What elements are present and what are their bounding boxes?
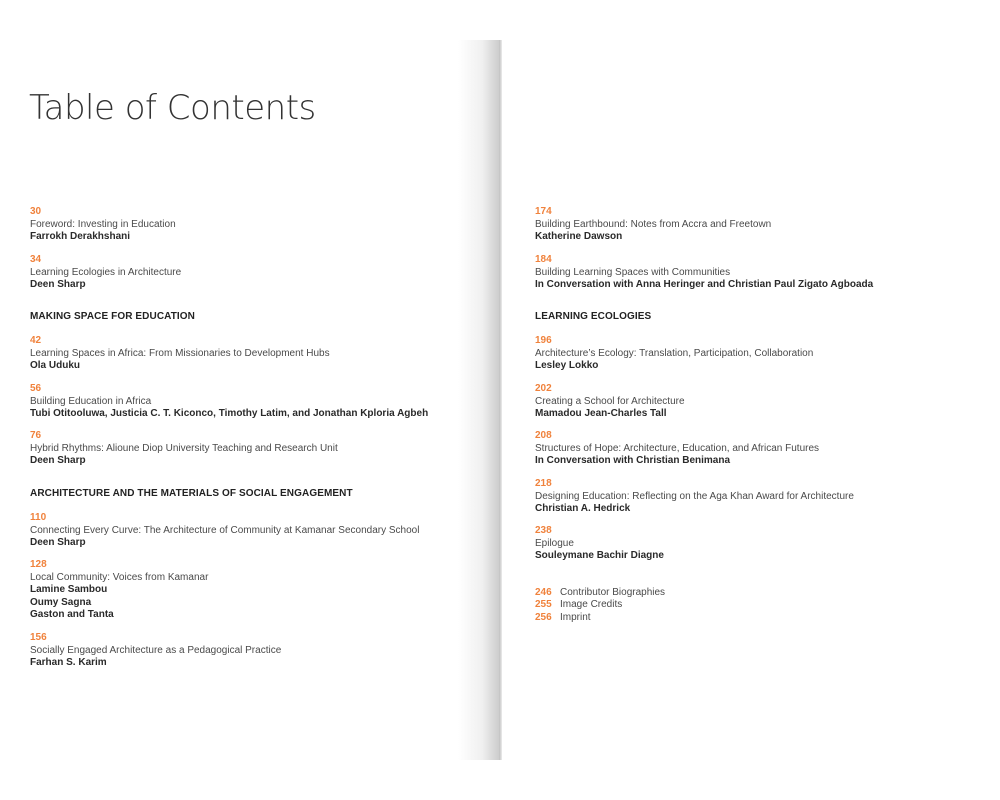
- entry-title: Learning Ecologies in Architecture: [30, 266, 182, 278]
- toc-entry: [30, 383, 470, 421]
- entry-page-number: 218: [535, 477, 552, 489]
- toc-entry: [535, 478, 975, 516]
- entry-title: Hybrid Rhythms: Alioune Diop University Teaching and Research Unit: [30, 443, 338, 454]
- entry-page-number: 208: [535, 430, 552, 441]
- entry-page-number: 128: [30, 559, 47, 570]
- toc-left-column: [30, 206, 470, 679]
- entry-title: Building Learning Spaces with Communities: [535, 266, 731, 278]
- toc-entry: [535, 525, 975, 563]
- entry-page-number: 238: [535, 525, 552, 536]
- entry-author: Ola Uduku: [30, 360, 81, 371]
- entry-title: Epilogue: [535, 538, 574, 549]
- section-heading: MAKING SPACE FOR EDUCATION: [30, 311, 196, 322]
- section-heading: LEARNING ECOLOGIES: [535, 311, 652, 322]
- entry-title: Socially Engaged Architecture as a Pedagogical Practice: [30, 644, 282, 656]
- section-heading: ARCHITECTURE AND THE MATERIALS OF SOCIAL ENGAGEMENT: [30, 487, 353, 499]
- toc-entry: [30, 512, 470, 550]
- entry-page-number: 196: [535, 335, 552, 346]
- entry-page-number: 34: [30, 253, 42, 265]
- entry-author: Mamadou Jean-Charles Tall: [535, 407, 667, 419]
- entry-author: Farhan S. Karim: [30, 656, 107, 668]
- back-matter-item: [535, 599, 975, 612]
- entry-page-number: 30: [30, 206, 42, 217]
- entry-page-number: 110: [30, 511, 47, 523]
- toc-entry: [30, 206, 470, 244]
- page-title: Table of Contents: [29, 88, 316, 128]
- entry-author: Oumy Sagna: [30, 596, 92, 608]
- entry-author: Lesley Lokko: [535, 360, 599, 371]
- entry-title: Learning Spaces in Africa: From Missionaries to Development Hubs: [30, 348, 330, 359]
- toc-entry: [535, 206, 975, 244]
- entry-page-number: 56: [30, 382, 42, 394]
- entry-author: Deen Sharp: [30, 455, 86, 466]
- back-matter-page-number: 246: [535, 586, 552, 598]
- back-matter-page-number: 256: [535, 611, 552, 623]
- back-matter-title: Image Credits: [560, 599, 623, 610]
- page-gutter-edge: [499, 40, 502, 760]
- entry-title: Structures of Hope: Architecture, Education, and African Futures: [535, 443, 820, 454]
- entry-title: Architecture’s Ecology: Translation, Participation, Collaboration: [535, 348, 814, 359]
- toc-entry: [535, 254, 975, 292]
- entry-author: Deen Sharp: [30, 278, 86, 290]
- entry-title: Connecting Every Curve: The Architecture of Community at Kamanar Secondary School: [30, 524, 420, 536]
- entry-author: Deen Sharp: [30, 536, 86, 548]
- entry-author: Farrokh Derakhshani: [30, 231, 131, 242]
- entry-author: Christian A. Hedrick: [535, 502, 631, 514]
- entry-page-number: 184: [535, 253, 552, 265]
- entry-page-number: 42: [30, 335, 42, 346]
- toc-entry: [30, 559, 470, 622]
- entry-title: Foreword: Investing in Education: [30, 219, 176, 230]
- entry-title: Building Education in Africa: [30, 395, 152, 407]
- entry-author: In Conversation with Christian Benimana: [535, 455, 731, 466]
- entry-page-number: 156: [30, 631, 47, 643]
- entry-page-number: 76: [30, 430, 42, 441]
- entry-title: Building Earthbound: Notes from Accra and Freetown: [535, 219, 772, 230]
- toc-entry: [535, 383, 975, 421]
- toc-right-column: [535, 206, 975, 624]
- entry-author: In Conversation with Anna Heringer and Christian Paul Zigato Agboada: [535, 278, 874, 290]
- entry-author: Souleymane Bachir Diagne: [535, 550, 664, 561]
- back-matter-list: [535, 587, 975, 625]
- back-matter-page-number: 255: [535, 599, 552, 610]
- toc-entry: [30, 335, 470, 373]
- entry-author: Katherine Dawson: [535, 231, 623, 242]
- entry-title: Creating a School for Architecture: [535, 395, 685, 407]
- entry-page-number: 202: [535, 382, 552, 394]
- toc-entry: [535, 430, 975, 468]
- entry-author: Gaston and Tanta: [30, 609, 114, 620]
- entry-author: Tubi Otitooluwa, Justicia C. T. Kiconco, Timothy Latim, and Jonathan Kploria Agbeh: [30, 407, 429, 419]
- back-matter-title: Imprint: [560, 611, 591, 623]
- back-matter-title: Contributor Biographies: [560, 586, 666, 598]
- entry-page-number: 174: [535, 206, 552, 217]
- toc-entry: [30, 632, 470, 670]
- back-matter-item: [535, 587, 975, 600]
- entry-author: Lamine Sambou: [30, 584, 108, 595]
- toc-entry: [30, 254, 470, 292]
- entry-title: Designing Education: Reflecting on the Aga Khan Award for Architecture: [535, 490, 854, 502]
- toc-entry: [30, 430, 470, 468]
- toc-entry: [535, 335, 975, 373]
- back-matter-item: [535, 612, 975, 625]
- entry-title: Local Community: Voices from Kamanar: [30, 572, 209, 583]
